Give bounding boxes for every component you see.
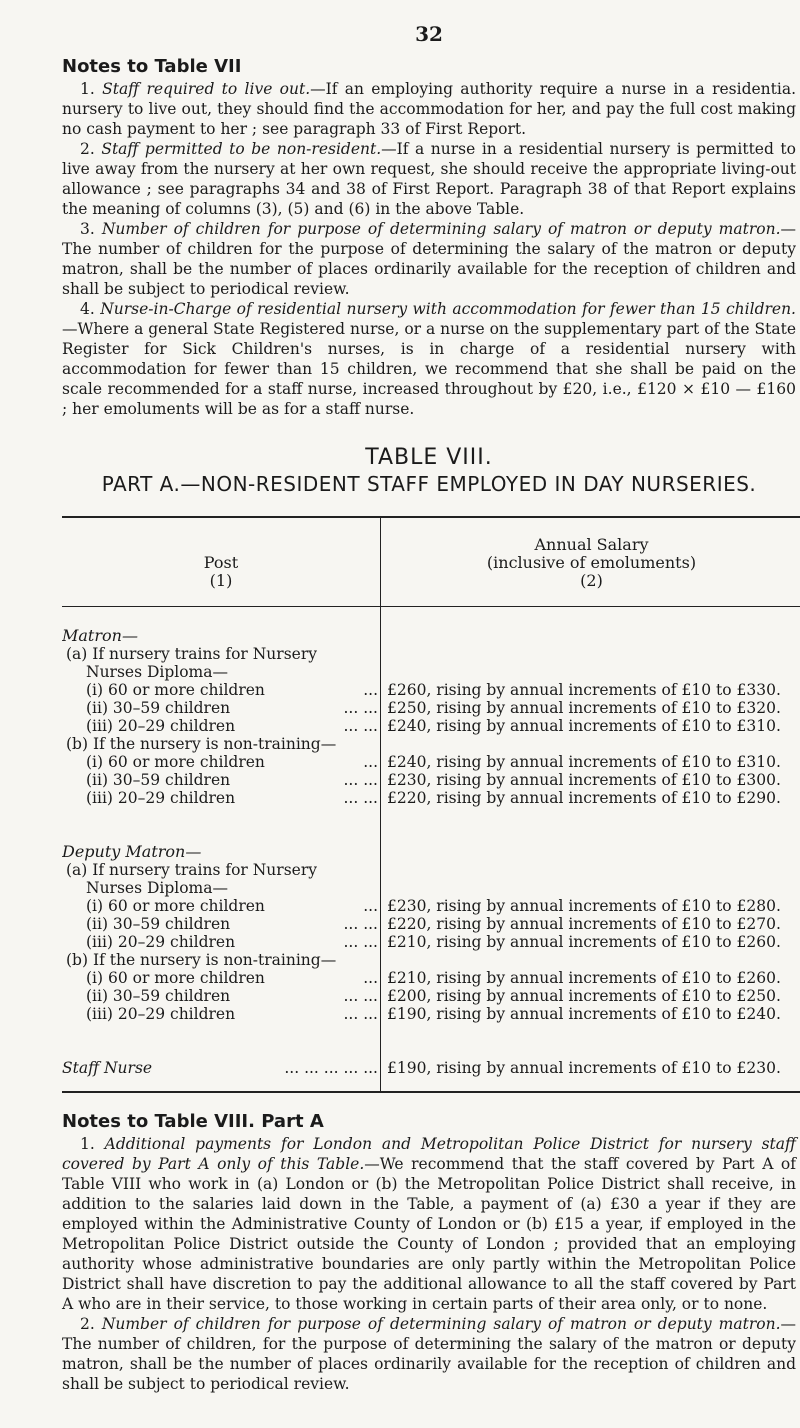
salary-cell: £220, rising by annual increments of £10 to £270. <box>387 915 781 933</box>
table-subtitle: PART A.—NON-RESIDENT STAFF EMPLOYED IN DAY NURSERIES. <box>101 472 757 496</box>
salary-cell: £220, rising by annual increments of £10 to £290. <box>387 789 781 807</box>
table-body <box>62 607 800 1091</box>
table-row: (i) 60 or more children ... <box>86 753 378 771</box>
note-vii-3: 3. Number of children for purpose of determining salary of matron or deputy matron.—The number of children for the purpose of determining the salary of the matron or deputy matron, shall be the number of places ordinarily available for the reception of children and shall be subject to periodical review. <box>62 220 796 298</box>
table-row: (iii) 20–29 children ... ... <box>86 789 378 807</box>
page-number: 32 <box>415 22 443 46</box>
salary-cell: £210, rising by annual increments of £10 to £260. <box>387 969 781 987</box>
salary-cell: £260, rising by annual increments of £10 to £330. <box>387 681 781 699</box>
matron-a-label-cont: Nurses Diploma— <box>86 663 228 681</box>
table-row: (ii) 30–59 children ... ... <box>86 771 378 789</box>
matron-b-label: (b) If the nursery is non-training— <box>66 735 337 753</box>
deputy-group-label: Deputy Matron— <box>62 843 202 861</box>
table-row: (ii) 30–59 children ... ... <box>86 699 378 717</box>
deputy-a-label-cont: Nurses Diploma— <box>86 879 228 897</box>
salary-cell: £200, rising by annual increments of £10 to £250. <box>387 987 781 1005</box>
matron-group-label: Matron— <box>62 627 138 645</box>
note-viii-2: 2. Number of children for purpose of determining salary of matron or deputy matron.—The number of children, for the purpose of determining the salary of the matron or deputy matron, shall be the number of places ordinarily available for the reception of children and shall be subject to periodical review. <box>62 1315 796 1393</box>
salary-cell: £240, rising by annual increments of £10 to £310. <box>387 753 781 771</box>
table-row: (iii) 20–29 children ... ... <box>86 717 378 735</box>
deputy-a-label: (a) If nursery trains for Nursery <box>66 861 317 879</box>
salary-cell: £230, rising by annual increments of £10 to £280. <box>387 897 781 915</box>
note-vii-4: 4. Nurse-in-Charge of residential nursery with accommodation for fewer than 15 children.—Where a general State Registered nurse, or a nurse on the supplementary part of the State Register for Sick Children's nurses, is in charge of a residential nursery with accommodation for fewer than 15 children, we recommend that she shall be paid on the scale recommended for a staff nurse, increased throughout by £20, i.e., £120 × £10 — £160 ; her emoluments will be as for a staff nurse. <box>62 300 797 418</box>
salary-cell: £190, rising by annual increments of £10 to £230. <box>387 1059 781 1077</box>
deputy-b-label: (b) If the nursery is non-training— <box>66 951 337 969</box>
salary-cell: £230, rising by annual increments of £10 to £300. <box>387 771 781 789</box>
note-vii-2: 2. Staff permitted to be non-resident.—If a nurse in a residential nursery is permitted to live away from the nursery at her own request, she should receive the appropriate living-out allowance ; see paragraphs 34 and 38 of First Report. Paragraph 38 of that Report explains the meaning of columns (3), (5) and (6) in the above Table. <box>62 140 796 218</box>
salary-cell: £190, rising by annual increments of £10 to £240. <box>387 1005 781 1023</box>
table-title: TABLE VIII. <box>365 445 493 470</box>
staff-nurse-label: Staff Nurse ... ... ... ... ... <box>62 1059 378 1077</box>
table-row: (i) 60 or more children ... <box>86 897 378 915</box>
document-page <box>62 0 796 1394</box>
salary-column <box>381 607 800 1091</box>
table-row: (iii) 20–29 children ... ... <box>86 933 378 951</box>
notes-vii-heading: Notes to Table VII <box>62 56 242 77</box>
note-vii-1: 1. Staff required to live out.—If an employing authority require a nurse in a residentia. nursery to live out, they should find the accommodation for her, and pay the full cost making no cash payment to her ; see paragraph 33 of First Report. <box>62 80 796 138</box>
table-header <box>62 518 800 607</box>
matron-a-label: (a) If nursery trains for Nursery <box>66 645 317 663</box>
table-row: (iii) 20–29 children ... ... <box>86 1005 378 1023</box>
table-row: (i) 60 or more children ... <box>86 969 378 987</box>
table-row: (ii) 30–59 children ... ... <box>86 987 378 1005</box>
notes-viii-heading: Notes to Table VIII. Part A <box>62 1111 324 1132</box>
table-row: (ii) 30–59 children ... ... <box>86 915 378 933</box>
table-row: (i) 60 or more children ... <box>86 681 378 699</box>
salary-cell: £210, rising by annual increments of £10 to £260. <box>387 933 781 951</box>
salary-cell: £240, rising by annual increments of £10 to £310. <box>387 717 781 735</box>
header-salary: Annual Salary (inclusive of emoluments) (2) <box>486 535 697 590</box>
post-column <box>62 607 381 1091</box>
note-viii-1: 1. Additional payments for London and Metropolitan Police District for nursery staff covered by Part A only of this Table.—We recommend that the staff covered by Part A of Table VIII who work in (a) London or (b) the Metropolitan Police District shall receive, in addition to the salaries laid down in the Table, a payment of (a) £30 a year if they are employed within the Administrative County of London or (b) £15 a year, if employed in the Metropolitan Police District outside the County of London ; provided that an employing authority whose administrative boundaries are only partly within the Metropolitan Police District shall have discretion to pay the additional allowance to all the staff covered by Part A who are in their service, to those working in certain parts of their area only, or to none. <box>62 1135 796 1313</box>
salary-cell: £250, rising by annual increments of £10 to £320. <box>387 699 781 717</box>
header-post: Post (1) <box>62 518 381 606</box>
salary-table <box>62 516 800 1093</box>
